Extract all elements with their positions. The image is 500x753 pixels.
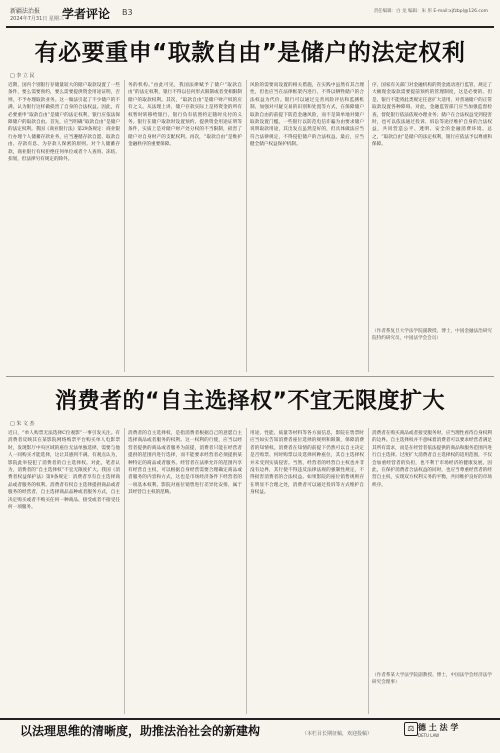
article1-author-note: （作者系复旦大学法学院副教授、博士，中国金融法治研究院特约研究员，中国法学会会员） — [372, 329, 492, 342]
article2-byline: □ 朱 文 杰 — [10, 421, 35, 427]
article1-column-1: 近期，国内个别银行存储量较大的储户取款设置了一些条件，要么需要预约，要么需要提供资金用途证明，否则，不予办理取款业务。这一做法引起了不少储户的不满，认为银行这样做损害了自身的合法权益。因此，有必要重申“取款自由”是储户的法定权利，银行应依法保障储户的取款自由。首先，应当明确“取款自由”是储户的法定权利。我国《商业银行法》第29条规定：商业银行办理个人储蓄存款业务，应当遵循存款自愿、取款自由、存款有息、为存款人保密的原则。对个人储蓄存款，商业银行有权拒绝任何单位或者个人查询、冻结、扣划，但法律另有规定的除外。 — [8, 83, 120, 163]
column-divider — [246, 80, 247, 372]
article2-author-note: （作者系某大学法学院副教授、博士，中国法学会经济法学研究会理事） — [372, 673, 492, 686]
column-divider — [124, 428, 125, 714]
section-title: 学者评论 — [62, 7, 111, 21]
footer-note: （本栏目长期征稿，欢迎投稿） — [302, 731, 373, 737]
article1-column-4: 序，国家有关部门对金融机构的资金流动进行监管，规定了大额现金取款需要提前预约的管理制度，这是必要的。但是，银行不能将此类规定任意扩大适用，对普通储户的正常取款设置各种障碍。对此，金融监管部门应当加强监督检查，督促银行依法依规办理业务；储户在合法权益受到侵害时，也可以依法通过投诉、诉讼等途径维护自身的合法权益，共同营造公平、透明、安全的金融消费环境。总之，“取款自由”是储户的法定权利，银行应依法予以尊重和保障。 — [372, 83, 492, 148]
column-divider — [368, 80, 369, 372]
scales-icon: ⚖ — [404, 722, 418, 736]
article1-column-2: 务的机构。”由此可见，我国法律赋予了储户“取款自由”的法定权利，银行不得以任何形式限制或者变相限制储户的取款权利。其次，“取款自由”是储户财产权的应有之义。从法理上讲，储户存款实际上是将资金的所有权暂时转移给银行，银行负有依照约定随时兑付的义务。银行在储户取款时设置预约、提供资金用途证明等条件，实质上是对储户财产处分权的不当限制，损害了储户对自身财产的支配权利。再次，“取款自由”是维护金融秩序的重要保障。 — [128, 83, 242, 148]
page-code: B3 — [122, 8, 133, 17]
masthead — [6, 4, 494, 28]
editors-line: 责任编辑：白 龙 编辑：朱 彤 E-mail:xjfzbpl@126.com — [373, 9, 488, 14]
paper-name: 新疆法治报 — [10, 8, 41, 15]
section-divider — [6, 376, 494, 377]
article2-column-2: 消费者的自主选择权，是指消费者根据自己的意愿自主选择商品或者服务的权利。这一权利的行使，应当以经营者提供的商品或者服务为前提，消费者只能在经营者提供的范围内进行选择，而不能要求经营者必须提供某种特定的商品或者服务。经营者在法律允许的范围内享有经营自主权，可以根据自身经营需要合理确定商品或者服务的内容和方式，这也是市场经济条件下经营者的一项基本权利。影院对座位销售进行差异化安排，属于其经营自主权的范畴。 — [128, 431, 242, 496]
article2-column-3: 用途、性能、质量等材料等各方面信息，影院在售票时应当如实告知消费者座位选择的规则和限制，保障消费者的知情权。消费者在知情的前提下仍然可以自主决定是否购票、何时购票以及选择何种座位，其自主选择权并未受到实质侵害。当然，经营者的经营自主权也并非没有边界，其行使不得违反法律法规的强制性规定，不得损害消费者的合法权益。如果影院的座位销售规则存在明显不合理之处，消费者可以通过投诉等方式维护自身权益。 — [250, 431, 364, 496]
column-divider — [368, 428, 369, 714]
article1-column-3: 风险的需要而设置的相关措施，在实践中虽然有其合理性，但也应当在法律框架内进行，不得以牺牲储户的合法权益为代价。银行可以通过完善风险评估和监测机制、加强对可疑交易的识别和处置等方式，在保障储户取款自由的前提下防范金融风险，而不是简单地对储户取款设置门槛。一些银行以防范电信诈骗为由要求储户说明取款用途，其出发点虽然是好的，但具体做法应当符合法律规定，不得侵犯储户的合法权益。最后，应当健全储户权益保护机制。 — [250, 83, 364, 148]
article2-headline: 消费者的“自主选择权”不宜无限度扩大 — [55, 389, 445, 414]
footer-logo — [404, 721, 490, 747]
column-divider — [246, 428, 247, 714]
logo-title: 德 土 法 学 — [418, 723, 459, 732]
column-divider — [124, 80, 125, 372]
article2-column-4: 消费者在购买商品或者接受服务时，应当理性看待自身权利的边界。自主选择权并不意味着消费者可以要求经营者满足其所有需求，而是在经营者依法提供的商品和服务范围内进行自主选择。过度扩大消费者自主选择权的适用范围，不仅会加重经营者的负担，也不利于市场经济的健康发展。因此，在保护消费者合法权益的同时，也应当尊重经营者的经营自主权，实现双方权利义务的平衡，共同维护良好的市场秩序。 — [372, 431, 492, 488]
article2-column-1: 近日，“单人购票无法选择C位观影”一事引发关注。有消费者反映其在某影院网络购票平台购买单人电影票时，发现影厅中央区域的座位无法单独选择，需要与他人一同购买才能选择，这让其感到不满。有观点认为，影院此举侵犯了消费者的自主选择权。对此，笔者认为，消费者的“自主选择权”不宜无限度扩大。我国《消费者权益保护法》第9条规定：消费者享有自主选择商品或者服务的权利。消费者有权自主选择提供商品或者服务的经营者，自主选择商品品种或者服务方式，自主决定购买或者不购买任何一种商品、接受或者不接受任何一项服务。 — [8, 431, 120, 511]
issue-date: 2024年7月31日 星期三 — [10, 16, 64, 22]
article1-headline: 有必要重申“取款自由”是储户的法定权利 — [34, 40, 466, 66]
footer-slogan: 以法理思维的清晰度，助推法治社会的新建构 — [20, 724, 261, 738]
logo-subtitle: DETU LAW — [418, 733, 440, 738]
article1-byline: □ 李 立 民 — [10, 73, 35, 79]
